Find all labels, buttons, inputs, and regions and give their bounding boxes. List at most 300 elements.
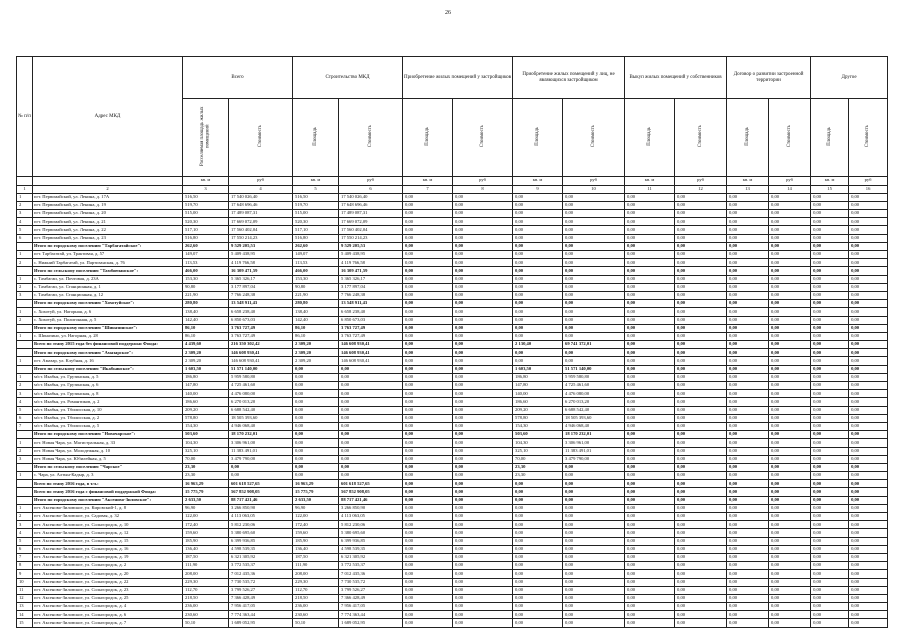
row-value: 172,40 [293, 521, 339, 529]
row-value: 0,00 [513, 275, 563, 283]
row-value: 230,60 [183, 611, 229, 619]
table-row [17, 504, 888, 512]
row-value: 0,00 [849, 341, 888, 349]
row-value: 0,00 [811, 201, 849, 209]
row-value: 0,00 [727, 267, 769, 275]
row-value: 0,00 [403, 488, 453, 496]
row-index: 1 [17, 251, 33, 259]
row-address: пгт. Амазар, ул. Клубная, д. 16 [33, 357, 183, 365]
row-value: 0,00 [675, 472, 727, 480]
row-value: 0,00 [403, 406, 453, 414]
row-value: 0,00 [727, 594, 769, 602]
row-value: 5 380 695,60 [339, 529, 403, 537]
row-value: 111,90 [183, 562, 229, 570]
row-value: 0,00 [403, 259, 453, 267]
row-value: 0,00 [727, 210, 769, 218]
row-value: 0,00 [849, 242, 888, 250]
row-value: 0,00 [675, 226, 727, 234]
row-value: 0,00 [403, 300, 453, 308]
row-value: 0,00 [675, 242, 727, 250]
row-value: 140,00 [183, 390, 229, 398]
row-value: 0,00 [849, 455, 888, 463]
row-value: 0,00 [849, 251, 888, 259]
row-address: Итого по городскому поселению "Шиназинское": [33, 324, 183, 332]
row-value: 0,00 [513, 308, 563, 316]
row-value: 0,00 [675, 201, 727, 209]
row-address: с. Чара, ул. Алтын-Кадыр, д. 3 [33, 472, 183, 480]
row-value: 0,00 [453, 521, 513, 529]
units-cell: руб [563, 176, 625, 185]
row-value: 0,00 [563, 570, 625, 578]
row-value: 0,00 [625, 242, 675, 250]
row-value: 0,00 [403, 455, 453, 463]
row-value: 0,00 [727, 422, 769, 430]
row-value: 0,00 [727, 619, 769, 628]
row-value: 0,00 [563, 472, 625, 480]
row-value: 0,00 [675, 611, 727, 619]
row-value: 0,00 [563, 332, 625, 340]
row-value: 0,00 [403, 529, 453, 537]
row-value: 0,00 [727, 488, 769, 496]
row-value: 0,00 [727, 357, 769, 365]
subtotal-row [17, 488, 888, 496]
row-value: 0,00 [563, 218, 625, 226]
row-value: 0,00 [403, 439, 453, 447]
row-index [17, 267, 33, 275]
row-value: 0,00 [727, 259, 769, 267]
row-value: 0,00 [625, 406, 675, 414]
row-value: 0,00 [625, 251, 675, 259]
row-value: 0,00 [849, 324, 888, 332]
row-value: 149,07 [183, 251, 229, 259]
row-value: 138,40 [293, 308, 339, 316]
table-row [17, 382, 888, 390]
row-value: 0,00 [811, 611, 849, 619]
row-value: 236,00 [293, 603, 339, 611]
row-value: 0,00 [513, 201, 563, 209]
subheader-area: Площадь [727, 99, 769, 177]
row-value: 0,00 [849, 603, 888, 611]
row-value: 0,00 [513, 357, 563, 365]
row-value: 0,00 [563, 357, 625, 365]
row-value: 0,00 [769, 267, 811, 275]
row-value: 0,00 [727, 373, 769, 381]
row-value: 0,00 [563, 553, 625, 561]
row-value: 0,00 [453, 422, 513, 430]
column-numbers-row [17, 185, 888, 193]
table-row [17, 521, 888, 529]
row-value: 0,00 [849, 504, 888, 512]
row-index: 1 [17, 439, 33, 447]
row-value: 0,00 [849, 513, 888, 521]
row-value: 0,00 [811, 349, 849, 357]
row-value: 0,00 [293, 447, 339, 455]
row-address: пгт. Тарбагатай, ул. Трактовая, д. 57 [33, 251, 183, 259]
row-value: 218,50 [183, 594, 229, 602]
row-value: 0,00 [403, 537, 453, 545]
row-value: 0,00 [727, 283, 769, 291]
row-value: 0,00 [769, 373, 811, 381]
row-index: 9 [17, 570, 33, 578]
row-value: 122,00 [293, 513, 339, 521]
subheader-area: Площадь [811, 99, 849, 177]
row-value: 0,00 [563, 283, 625, 291]
row-value: 516,50 [293, 193, 339, 201]
row-value: 17 648 696,46 [339, 201, 403, 209]
row-value: 0,00 [849, 210, 888, 218]
row-value: 4 113 063,05 [339, 513, 403, 521]
table-row [17, 283, 888, 291]
row-value: 0,00 [675, 357, 727, 365]
row-value: 0,00 [769, 324, 811, 332]
row-value: 0,00 [453, 242, 513, 250]
row-value: 0,00 [811, 332, 849, 340]
row-value: 262,60 [183, 242, 229, 250]
row-value: 0,00 [849, 332, 888, 340]
row-value: 17 489 087,31 [229, 210, 293, 218]
row-value: 6 850 673,03 [229, 316, 293, 324]
row-value: 0,00 [769, 201, 811, 209]
row-value: 0,00 [769, 537, 811, 545]
subtotal-row [17, 480, 888, 488]
row-value: 0,00 [675, 275, 727, 283]
row-value: 0,00 [563, 349, 625, 357]
row-value: 221,90 [293, 291, 339, 299]
row-address: пгт. Первомайский, ул. Ленина, д. 20 [33, 210, 183, 218]
row-value: 0,00 [727, 578, 769, 586]
row-value: 0,00 [811, 431, 849, 439]
row-value: 0,00 [675, 267, 727, 275]
table-row [17, 259, 888, 267]
header-acquisition-developers: Приобретение жилых помещений у застройщиков [403, 57, 513, 99]
row-value: 187,50 [293, 553, 339, 561]
row-index [17, 300, 33, 308]
row-value: 0,00 [625, 283, 675, 291]
row-value: 0,00 [727, 234, 769, 242]
row-value: 5 812 230,06 [229, 521, 293, 529]
row-value: 0,00 [769, 553, 811, 561]
row-value: 0,00 [811, 300, 849, 308]
row-value: 209,20 [183, 406, 229, 414]
row-value: 159,60 [183, 529, 229, 537]
row-index [17, 242, 33, 250]
row-value: 0,00 [769, 463, 811, 471]
row-value: 0,00 [769, 586, 811, 594]
row-value: 69 741 372,01 [563, 341, 625, 349]
row-value: 0,00 [453, 586, 513, 594]
row-value: 0,00 [849, 562, 888, 570]
row-value: 3 177 897,04 [339, 283, 403, 291]
row-value: 0,00 [563, 193, 625, 201]
row-value: 0,00 [403, 553, 453, 561]
row-value: 122,00 [183, 513, 229, 521]
row-address: пгт. Аксеново-Зиловское, ул. Солнгородок, д. 20 [33, 570, 183, 578]
row-value: 0,00 [513, 251, 563, 259]
row-index: 7 [17, 422, 33, 430]
row-value: 0,00 [849, 234, 888, 242]
row-value: 0,00 [811, 193, 849, 201]
row-value: 7 766 248,38 [339, 291, 403, 299]
row-value: 0,00 [849, 472, 888, 480]
table-row [17, 390, 888, 398]
row-value: 0,00 [811, 357, 849, 365]
row-value: 0,00 [849, 300, 888, 308]
row-value: 153,30 [183, 275, 229, 283]
row-address: Итого по городскому поселению "Тарбагатайское": [33, 242, 183, 250]
row-index: 6 [17, 414, 33, 422]
row-value: 0,00 [849, 259, 888, 267]
row-value: 3 772 535,37 [229, 562, 293, 570]
row-index [17, 324, 33, 332]
table-row [17, 373, 888, 381]
row-value: 0,00 [849, 431, 888, 439]
column-number-cell: 5 [293, 185, 339, 193]
row-value: 3 306 961,00 [563, 439, 625, 447]
row-value: 0,00 [453, 201, 513, 209]
row-value: 0,00 [769, 578, 811, 586]
row-value: 0,00 [811, 496, 849, 504]
row-value: 0,00 [675, 578, 727, 586]
row-value: 0,00 [293, 414, 339, 422]
row-value: 0,00 [727, 365, 769, 373]
row-value: 6 321 305,92 [229, 553, 293, 561]
subheader-cost: Стоимость [675, 99, 727, 177]
row-value: 0,00 [453, 496, 513, 504]
table-row [17, 513, 888, 521]
row-value: 0,00 [625, 365, 675, 373]
row-value: 5 365 326,17 [339, 275, 403, 283]
row-value: 6 270 013,20 [229, 398, 293, 406]
row-value: 0,00 [563, 480, 625, 488]
row-address: Итого по городскому поселению "Аксеново-Зиловское": [33, 496, 183, 504]
row-value: 0,00 [675, 414, 727, 422]
row-value: 0,00 [403, 463, 453, 471]
row-value: 0,00 [563, 586, 625, 594]
row-value: 0,00 [849, 414, 888, 422]
row-value: 0,00 [453, 480, 513, 488]
row-value: 0,00 [625, 619, 675, 628]
row-address: пгт. Аксеново-Зиловское, ул. Солнгородок, д. 12 [33, 529, 183, 537]
row-value: 0,00 [727, 300, 769, 308]
row-value: 18 505 393,60 [229, 414, 293, 422]
table-row [17, 234, 888, 242]
row-index: 1 [17, 373, 33, 381]
row-value: 0,00 [675, 513, 727, 521]
row-value: 601 618 527,65 [229, 480, 293, 488]
row-value: 0,00 [625, 463, 675, 471]
row-value: 517,10 [183, 226, 229, 234]
row-value: 0,00 [403, 504, 453, 512]
row-value: 0,00 [563, 300, 625, 308]
row-value: 0,00 [811, 594, 849, 602]
row-value: 0,00 [625, 316, 675, 324]
subtotal-row [17, 431, 888, 439]
row-value: 0,00 [675, 504, 727, 512]
row-value: 0,00 [675, 324, 727, 332]
row-value: 0,00 [339, 365, 403, 373]
row-value: 0,00 [453, 455, 513, 463]
row-value: 0,00 [727, 603, 769, 611]
row-value: 0,00 [339, 455, 403, 463]
row-value: 0,00 [513, 324, 563, 332]
row-value: 2 309,20 [293, 341, 339, 349]
row-value: 172,40 [183, 521, 229, 529]
row-value: 229,30 [293, 578, 339, 586]
row-value: 4 119 766,58 [339, 259, 403, 267]
row-value: 0,00 [727, 398, 769, 406]
row-value: 138,40 [183, 308, 229, 316]
row-value: 0,00 [849, 357, 888, 365]
row-value: 86,10 [183, 324, 229, 332]
row-value: 0,00 [513, 496, 563, 504]
header-address: Адрес МКД [33, 57, 183, 177]
row-address: м/ст. Икабья, ул. Тбилисская, д. 5 [33, 422, 183, 430]
subtotal-row [17, 300, 888, 308]
row-value: 0,00 [625, 570, 675, 578]
row-value: 0,00 [453, 226, 513, 234]
row-index [17, 496, 33, 504]
row-value: 0,00 [563, 521, 625, 529]
units-cell: руб [849, 176, 888, 185]
row-value: 1 603,50 [513, 365, 563, 373]
row-value: 1 689 052,95 [339, 619, 403, 628]
row-value: 3 479 790,00 [229, 455, 293, 463]
subheader-cost: Стоимость [849, 99, 888, 177]
row-value: 0,00 [403, 447, 453, 455]
row-value: 17 648 696,46 [229, 201, 293, 209]
row-address: м/ст. Икабья, ул. Тбилисская, д. 10 [33, 406, 183, 414]
row-value: 0,00 [811, 529, 849, 537]
row-value: 0,00 [625, 332, 675, 340]
table-row [17, 398, 888, 406]
row-value: 0,00 [403, 218, 453, 226]
table-row [17, 308, 888, 316]
row-value: 0,00 [453, 488, 513, 496]
row-value: 0,00 [811, 414, 849, 422]
row-value: 0,00 [453, 545, 513, 553]
row-value: 18 170 232,01 [229, 431, 293, 439]
row-value: 0,00 [403, 382, 453, 390]
row-value: 0,00 [727, 504, 769, 512]
row-value: 1 603,50 [183, 365, 229, 373]
row-value: 0,00 [513, 521, 563, 529]
row-value: 2 309,20 [293, 357, 339, 365]
header-development-contract: Договор о развитии застроенной территории [727, 57, 811, 99]
row-value: 0,00 [849, 373, 888, 381]
row-value: 0,00 [675, 300, 727, 308]
row-value: 0,00 [453, 619, 513, 628]
row-value: 0,00 [811, 439, 849, 447]
row-value: 0,00 [769, 504, 811, 512]
row-value: 0,00 [453, 210, 513, 218]
table-row [17, 422, 888, 430]
row-value: 0,00 [403, 201, 453, 209]
row-value: 0,00 [563, 226, 625, 234]
row-value: 0,00 [769, 570, 811, 578]
column-number-cell: 13 [727, 185, 769, 193]
units-cell: кв. м [403, 176, 453, 185]
units-cell: руб [229, 176, 293, 185]
row-value: 0,00 [293, 382, 339, 390]
row-value: 0,00 [625, 341, 675, 349]
row-address: с. Нижний Тарбагатай, ул. Партизанская, д. 76 [33, 259, 183, 267]
row-value: 0,00 [811, 234, 849, 242]
row-value: 0,00 [849, 406, 888, 414]
row-index: 3 [17, 455, 33, 463]
row-value: 0,00 [727, 341, 769, 349]
subtotal-row [17, 463, 888, 471]
row-value: 0,00 [229, 472, 293, 480]
row-value: 0,00 [563, 488, 625, 496]
row-value: 0,00 [453, 472, 513, 480]
row-value: 0,00 [403, 578, 453, 586]
row-address: Итого по сельскому поселению "Икабьинское": [33, 365, 183, 373]
subheader-cost: Стоимость [563, 99, 625, 177]
row-value: 519,70 [183, 201, 229, 209]
row-value: 23,30 [183, 463, 229, 471]
row-value: 0,00 [625, 553, 675, 561]
subtotal-row [17, 267, 888, 275]
table-row [17, 611, 888, 619]
row-value: 0,00 [811, 488, 849, 496]
row-value: 0,00 [769, 291, 811, 299]
row-value: 111,90 [293, 562, 339, 570]
row-value: 3 772 535,37 [339, 562, 403, 570]
row-value: 186,80 [513, 373, 563, 381]
row-value: 0,00 [563, 594, 625, 602]
row-value: 0,00 [563, 603, 625, 611]
table-row [17, 218, 888, 226]
row-value: 0,00 [769, 259, 811, 267]
table-row [17, 553, 888, 561]
row-value: 0,00 [769, 488, 811, 496]
row-value: 3 763 727,49 [229, 324, 293, 332]
row-value: 0,00 [811, 455, 849, 463]
row-value: 0,00 [453, 463, 513, 471]
row-value: 0,00 [625, 291, 675, 299]
row-value: 0,00 [453, 439, 513, 447]
row-value: 0,00 [727, 291, 769, 299]
row-value: 0,00 [513, 267, 563, 275]
row-value: 0,00 [727, 193, 769, 201]
row-value: 0,00 [675, 373, 727, 381]
row-value: 113,53 [293, 259, 339, 267]
row-value: 0,00 [563, 210, 625, 218]
row-value: 0,00 [625, 324, 675, 332]
row-value: 136,40 [183, 545, 229, 553]
row-value: 7 956 417,05 [339, 603, 403, 611]
row-value: 0,00 [625, 210, 675, 218]
row-value: 90,80 [293, 283, 339, 291]
row-address: с. Хохотуй, ул. Полигонная, д. 5 [33, 316, 183, 324]
row-value: 578,80 [513, 414, 563, 422]
subheader-area: Площадь [625, 99, 675, 177]
row-value: 0,00 [563, 513, 625, 521]
row-value: 0,00 [453, 365, 513, 373]
row-value: 0,00 [727, 586, 769, 594]
row-value: 0,00 [403, 251, 453, 259]
row-value: 70,00 [183, 455, 229, 463]
row-value: 0,00 [403, 291, 453, 299]
row-value: 0,00 [727, 537, 769, 545]
row-value: 96,90 [293, 504, 339, 512]
row-value: 0,00 [513, 316, 563, 324]
row-address: м/ст. Икабья, ул. Тбилисская, д. 2 [33, 414, 183, 422]
column-number-cell: 6 [339, 185, 403, 193]
row-value: 0,00 [563, 562, 625, 570]
row-value: 7 730 535,72 [339, 578, 403, 586]
row-index: 5 [17, 226, 33, 234]
